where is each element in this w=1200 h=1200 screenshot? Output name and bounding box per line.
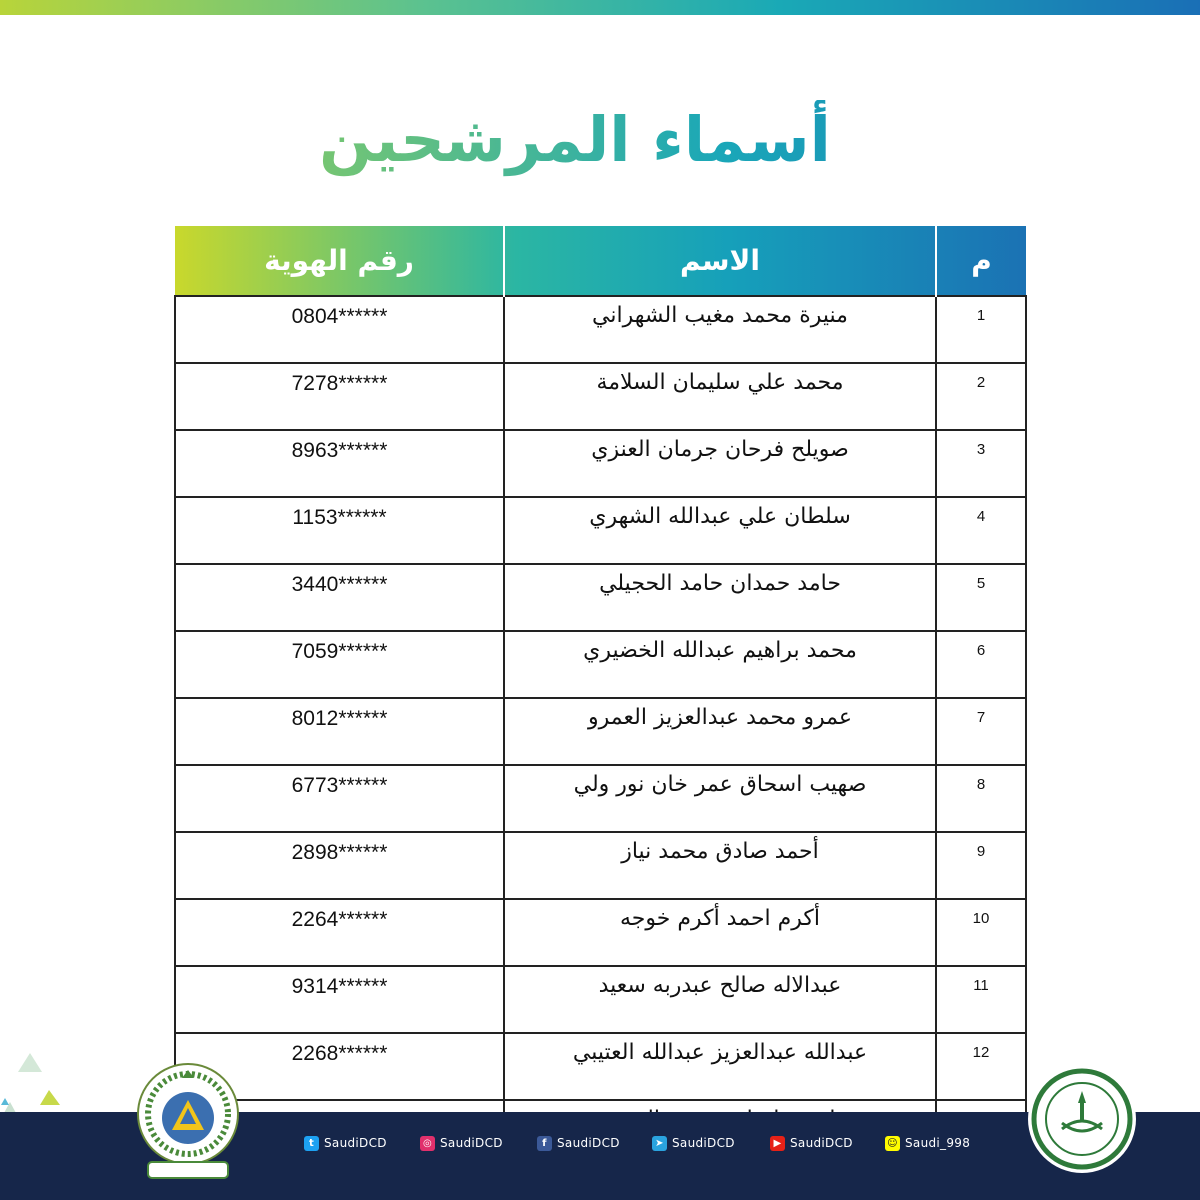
row-number: 5	[936, 564, 1026, 631]
social-handle: SaudiDCD	[672, 1136, 735, 1150]
twitter-icon: t	[304, 1136, 319, 1151]
header-name: الاسم	[504, 226, 936, 296]
social-link-youtube[interactable]	[770, 1132, 853, 1154]
row-number: 3	[936, 430, 1026, 497]
social-handle: SaudiDCD	[790, 1136, 853, 1150]
social-link-telegram[interactable]	[652, 1132, 735, 1154]
candidate-id: 9314******	[175, 966, 504, 1033]
candidate-name: عمرو محمد عبدالعزيز العمرو	[504, 698, 936, 765]
row-number: 10	[936, 899, 1026, 966]
candidate-id: 8963******	[175, 430, 504, 497]
table-row	[175, 497, 1026, 564]
table-row	[175, 966, 1026, 1033]
instagram-icon: ◎	[420, 1136, 435, 1151]
row-number: 6	[936, 631, 1026, 698]
civil-defense-logo	[128, 1058, 248, 1183]
candidate-id: 8012******	[175, 698, 504, 765]
candidate-name: حامد حمدان حامد الحجيلي	[504, 564, 936, 631]
candidate-name: محمد براهيم عبدالله الخضيري	[504, 631, 936, 698]
youtube-icon: ▶	[770, 1136, 785, 1151]
candidate-id: 3440******	[175, 564, 504, 631]
candidate-name: صهيب اسحاق عمر خان نور ولي	[504, 765, 936, 832]
candidate-id: 2898******	[175, 832, 504, 899]
social-link-instagram[interactable]	[420, 1132, 503, 1154]
candidates-table	[174, 226, 1027, 1168]
candidate-name: صويلح فرحان جرمان العنزي	[504, 430, 936, 497]
row-number: 9	[936, 832, 1026, 899]
candidate-id: 7059******	[175, 631, 504, 698]
table-row	[175, 899, 1026, 966]
facebook-icon: f	[537, 1136, 552, 1151]
social-link-twitter[interactable]	[304, 1132, 387, 1154]
social-handle: Saudi_998	[905, 1136, 971, 1150]
candidates-table-container	[174, 226, 1025, 1168]
page-title: أسماء المرشحين	[0, 100, 1200, 180]
candidate-id: 0804******	[175, 296, 504, 363]
social-link-facebook[interactable]	[537, 1132, 620, 1154]
social-handle: SaudiDCD	[324, 1136, 387, 1150]
header-number: م	[936, 226, 1026, 296]
candidate-id: 2264******	[175, 899, 504, 966]
table-row	[175, 430, 1026, 497]
candidate-name: محمد علي سليمان السلامة	[504, 363, 936, 430]
top-gradient-bar	[0, 0, 1200, 15]
table-row	[175, 363, 1026, 430]
table-header-row	[175, 226, 1026, 296]
candidate-name: سلطان علي عبدالله الشهري	[504, 497, 936, 564]
candidate-name: أكرم احمد أكرم خوجه	[504, 899, 936, 966]
snapchat-icon: ☺	[885, 1136, 900, 1151]
candidate-id: 2268******	[175, 1033, 504, 1100]
candidate-name: عبدالاله صالح عبدربه سعيد	[504, 966, 936, 1033]
telegram-icon: ➤	[652, 1136, 667, 1151]
row-number: 12	[936, 1033, 1026, 1100]
candidate-name: أحمد صادق محمد نياز	[504, 832, 936, 899]
row-number: 8	[936, 765, 1026, 832]
row-number: 11	[936, 966, 1026, 1033]
row-number: 4	[936, 497, 1026, 564]
social-handle: SaudiDCD	[440, 1136, 503, 1150]
header-id: رقم الهوية	[264, 244, 414, 277]
table-row	[175, 296, 1026, 363]
candidate-name: عبدالله عبدالعزيز عبدالله العتيبي	[504, 1033, 936, 1100]
candidate-name: منيرة محمد مغيب الشهراني	[504, 296, 936, 363]
row-number: 2	[936, 363, 1026, 430]
social-link-snapchat[interactable]	[885, 1132, 970, 1154]
table-row	[175, 698, 1026, 765]
ministry-of-interior-logo	[1026, 1063, 1138, 1175]
table-row	[175, 564, 1026, 631]
row-number: 1	[936, 296, 1026, 363]
social-handle: SaudiDCD	[557, 1136, 620, 1150]
candidate-id: 7278******	[175, 363, 504, 430]
table-row	[175, 631, 1026, 698]
table-row	[175, 1033, 1026, 1100]
row-number: 7	[936, 698, 1026, 765]
table-row	[175, 832, 1026, 899]
table-row	[175, 765, 1026, 832]
candidate-id: 1153******	[175, 497, 504, 564]
candidate-id: 6773******	[175, 765, 504, 832]
